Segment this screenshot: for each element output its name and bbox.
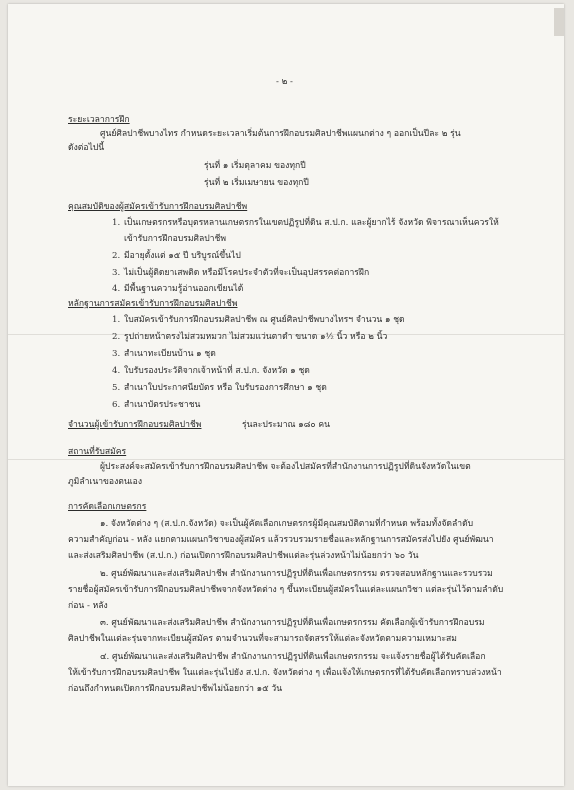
- list-number: 3.: [112, 268, 121, 278]
- list-item: ไม่เป็นผู้ติดยาเสพติด หรือมีโรคประจำตัวที่จะเป็นอุปสรรคต่อการฝึก: [124, 268, 370, 278]
- list-item: สำเนาบัตรประชาชน: [124, 400, 201, 410]
- training-period-line: ศูนย์ศิลปาชีพบางไทร กำหนดระยะเวลาเริ่มต้นการฝึกอบรมศิลปาชีพแผนกต่าง ๆ ออกเป็นปีละ ๒ รุ่น: [100, 129, 461, 139]
- list-item: รูปถ่ายหน้าตรงไม่สวมหมวก ไม่สวมแว่นตาดำ ขนาด ๑½ นิ้ว หรือ ๒ นิ้ว: [124, 332, 388, 342]
- training-period-heading: ระยะเวลาการฝึก: [68, 115, 130, 125]
- document-page: [8, 4, 564, 786]
- list-item: เข้ารับการฝึกอบรมศิลปาชีพ: [124, 234, 226, 244]
- selection-paragraph-3: ศิลปาชีพในแต่ละรุ่นจากทะเบียนผู้สมัคร ตามจำนวนที่จะสามารถจัดสรรให้แต่ละจังหวัดตามความเหมาะสม: [68, 634, 457, 644]
- documents-heading: หลักฐานการสมัครเข้ารับการฝึกอบรมศิลปาชีพ: [68, 299, 238, 309]
- selection-heading: การคัดเลือกเกษตรกร: [68, 502, 147, 512]
- round-1: รุ่นที่ ๑ เริ่มตุลาคม ของทุกปี: [204, 161, 306, 171]
- qualifications-heading: คุณสมบัติของผู้สมัครเข้ารับการฝึกอบรมศิลปาชีพ: [68, 202, 248, 212]
- list-number: 1.: [112, 218, 121, 228]
- list-number: 2.: [112, 332, 121, 342]
- page-edge-mark: [554, 8, 564, 36]
- list-item: มีพื้นฐานความรู้อ่านออกเขียนได้: [124, 284, 244, 294]
- participants-count: รุ่นละประมาณ ๑๘๐ คน: [242, 420, 330, 430]
- selection-paragraph-3: ๓. ศูนย์พัฒนาและส่งเสริมศิลปาชีพ สำนักงานการปฏิรูปที่ดินเพื่อเกษตรกรรม คัดเลือกผู้เข้ารับการฝึกอบรม: [100, 618, 485, 628]
- list-number: 5.: [112, 383, 121, 393]
- selection-paragraph-4: ก่อนถึงกำหนดเปิดการฝึกอบรมศิลปาชีพไม่น้อยกว่า ๑๕ วัน: [68, 684, 283, 694]
- application-place-heading: สถานที่รับสมัคร: [68, 447, 127, 457]
- selection-paragraph-1: ความสำคัญก่อน - หลัง แยกตามแผนกวิชาของผู้สมัคร แล้วรวบรวมรายชื่อและหลักฐานการสมัครส่งไปยัง ศูนย์พัฒนา: [68, 535, 494, 545]
- application-place-line: ภูมิลำเนาของตนเอง: [68, 477, 143, 487]
- list-item: สำเนาใบประกาศนียบัตร หรือ ใบรับรองการศึกษา ๑ ชุด: [124, 383, 327, 393]
- page-number: - ๒ -: [276, 77, 293, 87]
- application-place-line: ผู้ประสงค์จะสมัครเข้ารับการฝึกอบรมศิลปาชีพ จะต้องไปสมัครที่สำนักงานการปฏิรูปที่ดินจังหวัดในเขต: [100, 462, 471, 472]
- selection-paragraph-4: ๔. ศูนย์พัฒนาและส่งเสริมศิลปาชีพ สำนักงานการปฏิรูปที่ดินเพื่อเกษตรกรรม จะแจ้งรายชื่อผู้ได้รับคัดเลือก: [100, 652, 486, 662]
- paper-fold: [8, 459, 564, 460]
- list-item: เป็นเกษตรกรหรือบุตรหลานเกษตรกรในเขตปฏิรูปที่ดิน ส.ป.ก. และผู้ยากไร้ จังหวัด พิจารณาเห็นควรให้: [124, 218, 499, 228]
- training-period-line: ดังต่อไปนี้: [68, 143, 105, 153]
- selection-paragraph-4: ให้เข้ารับการฝึกอบรมศิลปาชีพ ในแต่ละรุ่นไปยัง ส.ป.ก. จังหวัดต่าง ๆ เพื่อแจ้งให้เกษตรกรที่ได้รับคัดเลือกทราบล่วงหน้า: [68, 668, 502, 678]
- list-item: ใบรับรองประวัติจากเจ้าหน้าที่ ส.ป.ก. จังหวัด ๑ ชุด: [124, 366, 310, 376]
- list-item: สำเนาทะเบียนบ้าน ๑ ชุด: [124, 349, 216, 359]
- list-number: 2.: [112, 251, 121, 261]
- selection-paragraph-1: ๑. จังหวัดต่าง ๆ (ส.ป.ก.จังหวัด) จะเป็นผู้คัดเลือกเกษตรกรผู้มีคุณสมบัติตามที่กำหนด พร้อมทั้งจัดลำดับ: [100, 519, 474, 529]
- selection-paragraph-2: ๒. ศูนย์พัฒนาและส่งเสริมศิลปาชีพ สำนักงานการปฏิรูปที่ดินเพื่อเกษตรกรรม ตรวจสอบหลักฐานและรวบรวม: [100, 569, 493, 579]
- selection-paragraph-1: และส่งเสริมศิลปาชีพ (ส.ป.ก.) ก่อนเปิดการฝึกอบรมศิลปาชีพแต่ละรุ่นล่วงหน้าไม่น้อยกว่า ๖๐ วัน: [68, 551, 419, 561]
- list-number: 3.: [112, 349, 121, 359]
- list-number: 1.: [112, 315, 121, 325]
- round-2: รุ่นที่ ๒ เริ่มเมษายน ของทุกปี: [204, 178, 309, 188]
- selection-paragraph-2: ก่อน - หลัง: [68, 601, 108, 611]
- list-number: 6.: [112, 400, 121, 410]
- list-item: ใบสมัครเข้ารับการฝึกอบรมศิลปาชีพ ณ ศูนย์ศิลปาชีพบางไทรฯ จำนวน ๑ ชุด: [124, 315, 405, 325]
- selection-paragraph-2: รายชื่อผู้สมัครเข้ารับการฝึกอบรมศิลปาชีพจากจังหวัดต่าง ๆ ขึ้นทะเบียนผู้สมัครในแต่ละแผนกวิชา แต่ละรุ่นไว้ตามลำดับ: [68, 585, 504, 595]
- list-item: มีอายุตั้งแต่ ๑๕ ปี บริบูรณ์ขึ้นไป: [124, 251, 241, 261]
- participants-heading: จำนวนผู้เข้ารับการฝึกอบรมศิลปาชีพ: [68, 420, 202, 430]
- list-number: 4.: [112, 366, 121, 376]
- list-number: 4.: [112, 284, 121, 294]
